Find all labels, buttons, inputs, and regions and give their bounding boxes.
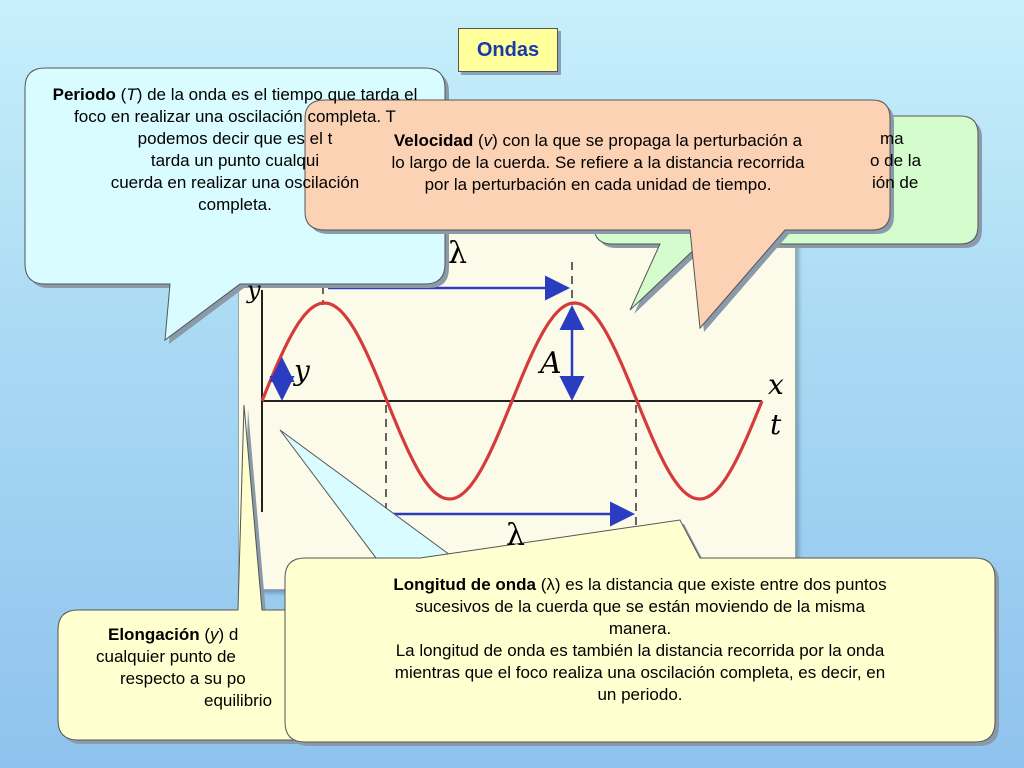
longitud-line-1: es la distancia que existe entre dos puntos [565,575,887,594]
longitud-symbol: λ [546,575,555,594]
lambda-top-label: λ [448,236,468,271]
periodo-line-6: completa. [198,195,272,214]
elongacion-line-4: equilibrio [204,691,273,710]
velocidad-line-3: por la perturbación en cada unidad de tiempo. [424,175,772,194]
periodo-line-4: tarda un punto cualqui [150,151,320,170]
velocidad-term: Velocidad [393,131,474,150]
velocidad-symbol: v [483,131,493,150]
periodo-symbol: T [126,85,137,104]
periodo-line-3: podemos decir que es el t [137,129,333,148]
amplitude-label: A [540,346,562,381]
page-title: Ondas [458,28,558,72]
longitud-line-6: un periodo. [597,685,683,704]
longitud-line-5: mientras que el foco realiza una oscilación completa, es decir, en [394,663,886,682]
periodo-term: Periodo [52,85,116,104]
velocidad-line-2: lo largo de la cuerda. Se refiere a la distancia recorrida [391,153,805,172]
elongacion-symbol: y [210,625,219,644]
t-axis-label: t [770,408,782,441]
elongacion-line-1: d [228,625,239,644]
frecuencia-line-2: o de la [870,151,922,170]
longitud-line-3: manera. [608,619,672,638]
periodo-line-5: cuerda en realizar una oscilación [110,173,360,192]
periodo-line-1: de la onda es el tiempo que tarda el foco en realizar una oscilación completa. T [74,85,418,126]
y-axis-label: y [247,276,261,304]
frecuencia-line-1: ma [880,129,904,148]
elongacion-term: Elongación [108,625,200,644]
elongacion-text: Elongación (y) d cualquier punto de respecto a su po equilibrio [96,624,306,712]
longitud-term: Longitud de onda [393,575,536,594]
periodo-text: Periodo (T) de la onda es el tiempo que tarda el foco en realizar una oscilación completa. T podemos decir que es el t tarda un punto cualqui cuerda en realizar una oscilación completa. [40,84,430,216]
elongacion-line-2: cualquier punto de [96,647,236,666]
frecuencia-partial-text [870,128,960,194]
longitud-text: Longitud de onda (λ) es la distancia que existe entre dos puntos sucesivos de la cuerda que se están moviendo de la misma manera. La longitud de onda es también la distancia recorrida por la onda mientras que el foco realiza una oscilación completa, es decir, en un periodo. [292,574,988,706]
frecuencia-line-3: ión de [872,173,919,192]
longitud-line-4: La longitud de onda es también la distancia recorrida por la onda [395,641,885,660]
y-elongation-label: y [294,354,310,387]
x-axis-label: x [768,368,784,401]
longitud-line-2: sucesivos de la cuerda que se están moviendo de la misma [415,597,865,616]
lambda-bottom-label: λ [506,518,526,553]
elongacion-line-3: respecto a su po [120,669,246,688]
velocidad-text: Velocidad (v) con la que se propaga la perturbación a lo largo de la cuerda. Se refiere a la distancia recorrida por la perturbación en cada unidad de tiempo. [312,130,884,196]
velocidad-line-1: con la que se propaga la perturbación a [502,131,803,150]
